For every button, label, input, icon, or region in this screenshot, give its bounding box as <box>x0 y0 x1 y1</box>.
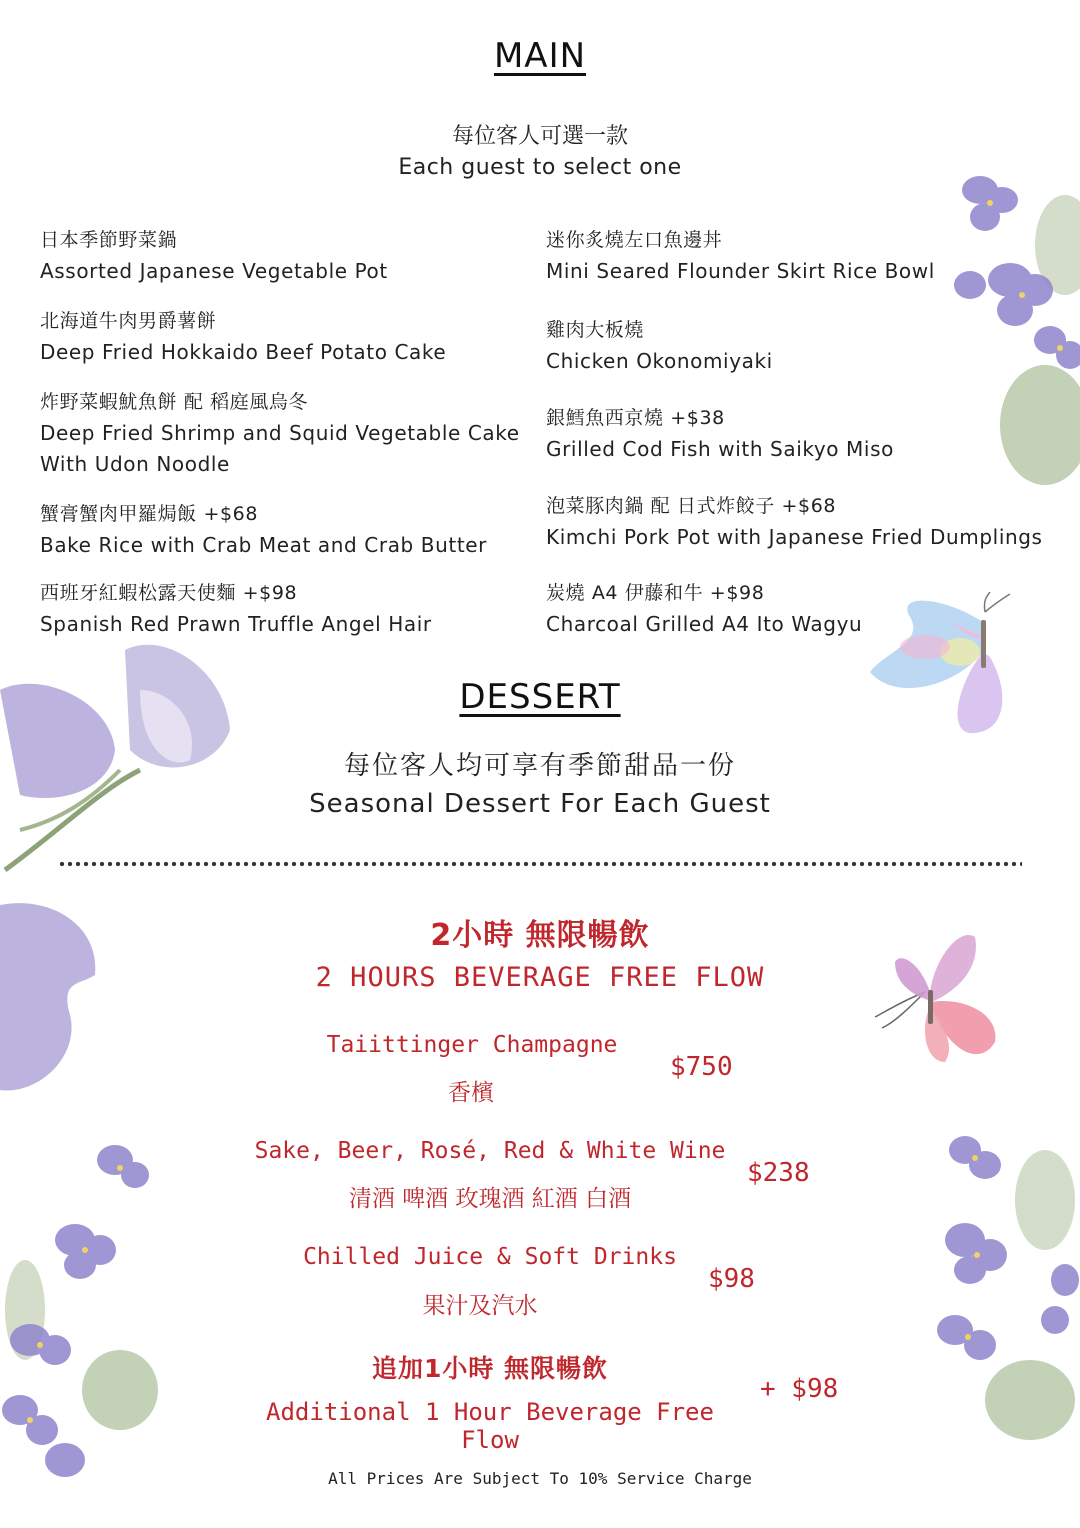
violet-flowers-top-right <box>930 165 1080 495</box>
menu-item-en: Deep Fried Hokkaido Beef Potato Cake <box>40 340 447 364</box>
beverage-item-name: Taiittinger Champagne <box>326 1032 618 1058</box>
menu-item-zh: 北海道牛肉男爵薯餅 <box>40 310 217 332</box>
dessert-title: DESSERT <box>459 677 621 717</box>
violet-flowers-bottom-right <box>920 1130 1080 1450</box>
menu-item <box>40 578 432 640</box>
beverage-item-zh <box>260 1074 684 1107</box>
menu-item <box>546 578 862 640</box>
dotted-divider <box>58 860 1022 868</box>
menu-item <box>546 225 935 287</box>
main-subtitle-en: Each guest to select one <box>398 155 682 180</box>
menu-item <box>40 387 520 480</box>
beverage-price: $98 <box>708 1264 755 1294</box>
beverage-price: $238 <box>747 1158 810 1188</box>
menu-item-en: Grilled Cod Fish with Saikyo Miso <box>546 437 894 461</box>
extra-hour-en: Additional 1 Hour Beverage Free Flow <box>266 1398 714 1454</box>
menu-item-en: Kimchi Pork Pot with Japanese Fried Dumplings <box>546 525 1043 549</box>
menu-item-zh: 日本季節野菜鍋 <box>40 229 178 251</box>
menu-item-zh: 銀鱈魚西京燒 +$38 <box>546 407 725 429</box>
beverage-price: $750 <box>670 1052 733 1082</box>
dessert-en: Seasonal Dessert For Each Guest <box>309 789 771 819</box>
beverage-item-name: Sake, Beer, Rosé, Red & White Wine <box>254 1138 726 1164</box>
main-subtitle-zh: 每位客人可選一款 <box>451 124 628 149</box>
menu-item-zh: 迷你炙燒左口魚邊丼 <box>546 229 723 251</box>
beverage-title-zh: 2小時 無限暢飲 <box>430 918 650 953</box>
main-title: MAIN <box>493 36 587 76</box>
menu-item-zh: 泡菜豚肉鍋 配 日式炸餃子 +$68 <box>546 495 837 517</box>
beverage-item-zh: 果汁及汽水 <box>422 1293 538 1319</box>
menu-item-en: Charcoal Grilled A4 Ito Wagyu <box>546 612 863 636</box>
menu-item-zh: 雞肉大板燒 <box>546 319 645 341</box>
beverage-item-zh-text: 香檳 <box>448 1080 494 1106</box>
extra-hour-zh: 追加1小時 無限暢飲 <box>371 1354 609 1383</box>
service-charge-note: All Prices Are Subject To 10% Service Charge <box>328 1469 752 1488</box>
menu-item <box>40 225 388 287</box>
menu-item-en-line2: With Udon Noodle <box>40 452 230 476</box>
menu-item <box>40 306 446 368</box>
butterfly-blue-icon <box>865 592 1015 747</box>
menu-item-en: Assorted Japanese Vegetable Pot <box>40 259 388 283</box>
menu-item <box>546 403 894 465</box>
menu-item-en: Spanish Red Prawn Truffle Angel Hair <box>40 612 432 636</box>
menu-item-zh: 蟹膏蟹肉甲羅焗飯 +$68 <box>40 503 259 525</box>
menu-item-en: Mini Seared Flounder Skirt Rice Bowl <box>546 259 935 283</box>
menu-item-en: Deep Fried Shrimp and Squid Vegetable Cake <box>40 421 520 445</box>
beverage-item-zh: 清酒 啤酒 玫瑰酒 紅酒 白酒 <box>348 1186 632 1212</box>
menu-item-en: Bake Rice with Crab Meat and Crab Butter <box>40 533 488 557</box>
menu-item <box>546 315 773 377</box>
menu-item <box>40 499 487 561</box>
beverage-title-en: 2 HOURS BEVERAGE FREE FLOW <box>315 962 765 993</box>
menu-item-zh: 西班牙紅蝦松露天使麵 +$98 <box>40 582 298 604</box>
menu-item-zh: 炸野菜蝦魷魚餅 配 稻庭風烏冬 <box>40 391 309 413</box>
dessert-zh: 每位客人均可享有季節甜品一份 <box>343 751 736 781</box>
menu-item-zh: 炭燒 A4 伊藤和牛 +$98 <box>546 582 765 604</box>
menu-item-en: Chicken Okonomiyaki <box>546 349 773 373</box>
extra-hour-price: + $98 <box>760 1374 839 1404</box>
menu-item <box>546 491 1043 553</box>
beverage-item-name: Chilled Juice & Soft Drinks <box>303 1244 677 1270</box>
